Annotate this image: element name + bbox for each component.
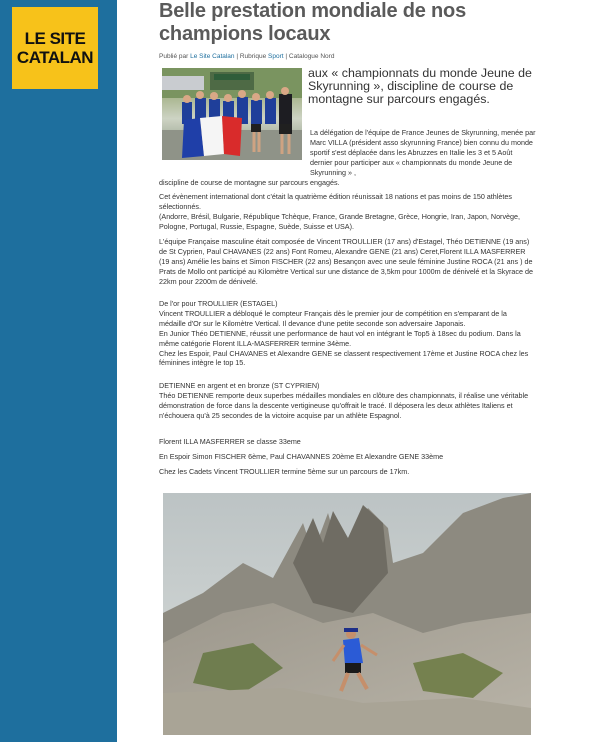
mountain-photo bbox=[163, 493, 531, 735]
article-title: Belle prestation mondiale de nos champions locaux bbox=[159, 0, 466, 45]
article-lede: aux « championnats du monde Jeune de Skyrunning », discipline de course de montagne sur parcours engagés. bbox=[308, 66, 532, 106]
article-meta bbox=[159, 52, 535, 61]
site-logo[interactable] bbox=[12, 7, 98, 89]
paragraph-6: DETIENNE en argent et en bronze (ST CYPRIEN) Théo DETIENNE remporte deux superbes médailles mondiales en clôture des championnats, il réalise une véritable démonstration de force dans la descente vertigineuse qu'offrait le tracé. Il déposera les deux athlètes Italiens et n'échouera qu'à 25 secondes de la victoire acquise par un athlète Espagnol. bbox=[159, 381, 529, 420]
paragraph-8: En Espoir Simon FISCHER 6ème, Paul CHAVANNES 20ème Et Alexandre GENE 33ème bbox=[159, 452, 444, 461]
paragraph-7: Florent ILLA MASFERRER se classe 33eme bbox=[159, 437, 301, 446]
logo-line-1: LE SITE bbox=[24, 29, 86, 48]
paragraph-2: discipline de course de montagne sur parcours engagés. bbox=[159, 178, 340, 187]
catalogue-label: | Catalogue Nord bbox=[285, 53, 335, 60]
left-sidebar bbox=[0, 0, 117, 742]
paragraph-9: Chez les Cadets Vincent TROULLIER termine 5ème sur un parcours de 17km. bbox=[159, 467, 410, 476]
paragraph-4: L'équipe Française masculine était composée de Vincent TROULLIER (17 ans) d'Estagel, Théo DETIENNE (19 ans) de St Cyprien, Paul CHAVANES (22 ans) Font Romeu, Alexandre GENE (21 ans) Ceret,Florent ILLA MASFERRER (19 ans) Amélie les bains et Simon FISCHER (22 ans) Besançon avec une seule féminine Justine ROCA (21 ans ) de Prats de Mollo ont participé au Kilomètre Vertical sur une distance de 3,5km pour 1000m de dénivelé et la Skyrace de 22km pour 2200m de dénivelé. bbox=[159, 237, 533, 286]
paragraph-1: La délégation de l'équipe de France Jeunes de Skyrunning, menée par Marc VILLA (président asso skyrunning France) bien connu du monde sportif s'est déplacée dans les Abruzzes en Italie les 3 et 5 Août dernier pour participer aux « championnats du monde Jeune de Skyrunning » , bbox=[310, 128, 536, 177]
paragraph-3: Cet évènement international dont c'était la quatrième édition réunissait 18 nations et pas moins de 150 athlètes sélectionnés. (Andorre, Brésil, Bulgarie, République Tchèque, France, Grande Bretagne, Grèce, Hongrie, Iran, Japon, Norvège, Pologne, Portugal, Russie, Espagne, Suède, Suisse et USA). bbox=[159, 192, 521, 231]
published-prefix: Publié par bbox=[159, 53, 189, 60]
author-link[interactable]: Le Site Catalan bbox=[190, 53, 235, 60]
logo-line-2: CATALAN bbox=[16, 48, 94, 67]
rubric-prefix: | Rubrique bbox=[236, 53, 267, 60]
team-photo bbox=[162, 68, 302, 160]
article bbox=[158, 0, 536, 742]
rubric-link[interactable]: Sport bbox=[268, 53, 284, 60]
paragraph-5: De l'or pour TROULLIER (ESTAGEL) Vincent TROULLIER a débloqué le compteur Français dès le premier jour de compétition en s'emparant de la médaille d'Or sur le Kilomètre Vertical. Il devance d'une petite seconde son adversaire Japonais. En Junior Théo DETIENNE, réussit une performance de haut vol en intégrant le Top5 à 18sec du podium. Dans la même catégorie Florent ILLA-MASFERRER termine 34ème. Chez les Espoir, Paul CHAVANES et Alexandre GENE se classent respectivement 17ème et Justine ROCA chez les féminines intègre le top 15. bbox=[159, 299, 529, 368]
